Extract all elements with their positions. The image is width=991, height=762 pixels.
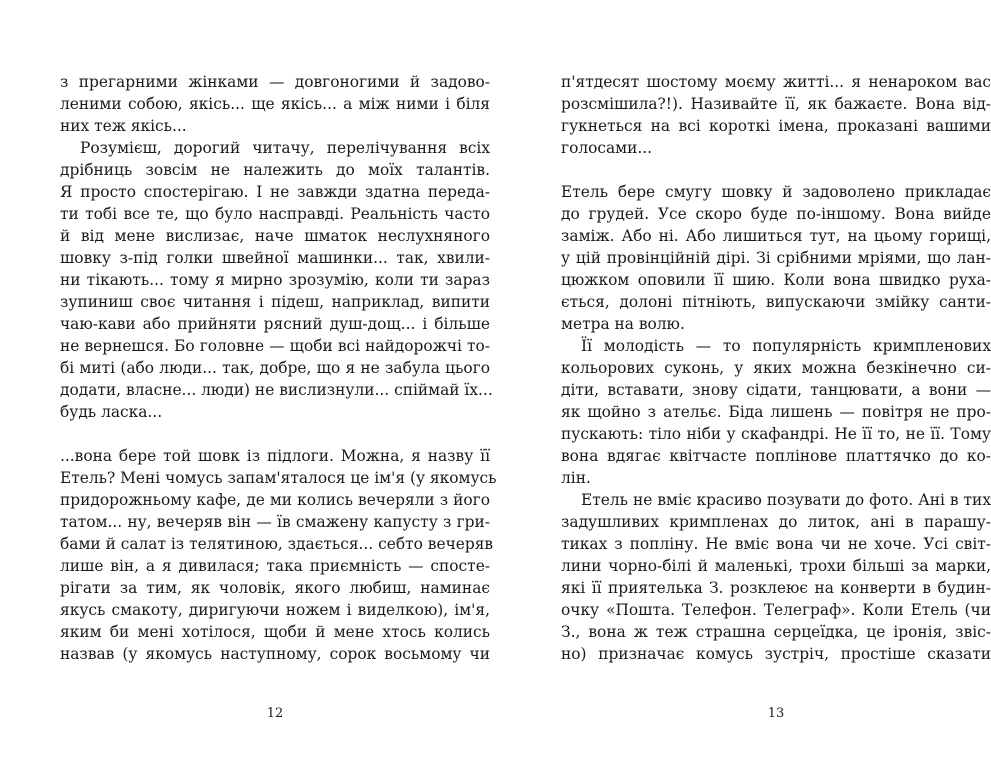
text-line: заміж. Або ні. Або лишиться тут, на цьому горищі, bbox=[561, 227, 991, 245]
text-line: ни тікають... тому я мирно зрозумію, коли ти зараз bbox=[60, 271, 490, 289]
text-line: у цій провінційній дірі. Зі срібними мріями, що лан- bbox=[561, 249, 991, 267]
paragraph-first-line: Її молодість — то популярність кримпленових bbox=[581, 337, 991, 355]
text-line: Я просто спостерігаю. І не завжди здатна переда- bbox=[60, 183, 490, 201]
text-line: З., вона ж теж страшна серцеїдка, це іронія, звіс- bbox=[561, 623, 991, 641]
text-line: як щойно з ательє. Біда лишень — повітря не про- bbox=[561, 403, 991, 421]
text-line: шовку з-під голки швейної машинки... так, хвили- bbox=[60, 249, 490, 267]
text-line: Етель? Мені чомусь запам'яталося це ім'я (у якомусь bbox=[60, 469, 497, 487]
text-line: лини чорно-білі й маленькі, трохи більші за марки, bbox=[561, 557, 991, 575]
text-line: рігати за тим, як чоловік, якого любиш, наминає bbox=[60, 579, 490, 597]
text-line: ти тобі все те, що було насправді. Реальність часто bbox=[60, 205, 490, 223]
text-line: додати, власне... люди) не вислизнули... спіймай їх... bbox=[60, 381, 493, 399]
text-line: зупиниш своє читання і підеш, наприклад, випити bbox=[60, 293, 490, 311]
text-line: лише він, а я дивилася; така приємність — спосте- bbox=[60, 557, 490, 575]
text-line: очку «Пошта. Телефон. Телеграф». Коли Етель (чи bbox=[561, 601, 991, 619]
paragraph-first-line: ...вона бере той шовк із підлоги. Можна, я назву її bbox=[60, 447, 490, 465]
text-line: татом... ну, вечеряв він — їв смажену капусту з гри- bbox=[60, 513, 490, 531]
paragraph-first-line: Етель не вміє красиво позувати до фото. Ані в тих bbox=[581, 491, 991, 509]
text-line: до грудей. Усе скоро буде по-іншому. Вона вийде bbox=[561, 205, 991, 223]
text-line: задушливих кримпленах до литок, ані в парашу- bbox=[561, 513, 991, 531]
text-line: лін. bbox=[561, 469, 591, 487]
text-line: назвав (у якомусь наступному, сорок восьмому чи bbox=[60, 645, 490, 663]
text-line: леними собою, якісь... ще якісь... а між ними і біля bbox=[60, 95, 490, 113]
text-line: будь ласка... bbox=[60, 403, 163, 421]
text-line: бами й салат із телятиною, здається... себто вечеряв bbox=[60, 535, 494, 553]
text-line: які її приятелька З. розклеює на конверти в будин- bbox=[561, 579, 991, 597]
text-line: кольорових суконь, у яких можна безкінечно си- bbox=[561, 359, 991, 377]
text-line: них теж якісь... bbox=[60, 117, 187, 135]
text-line: дрібниць зовсім не належить до моїх талантів. bbox=[60, 161, 490, 179]
text-line: й від мене вислизає, наче шматок неслухняного bbox=[60, 227, 490, 245]
page-number: 13 bbox=[767, 706, 785, 721]
right-page bbox=[561, 0, 991, 762]
text-line: вона вдягає квітчасте поплінове платтячко до ко- bbox=[561, 447, 991, 465]
text-line: бі миті (або люди... так, добре, що я не забула цього bbox=[60, 359, 490, 377]
text-line: но) призначає комусь зустріч, простіше сказати bbox=[561, 645, 991, 663]
text-line: цюжком оповили її шию. Коли вона швидко руха- bbox=[561, 271, 991, 289]
text-line: яким би мені хотілося, щоби й мене хтось колись bbox=[60, 623, 490, 641]
text-line: голосами... bbox=[561, 139, 653, 157]
text-line: пускають: тіло ніби у скафандрі. Не її то, не її. Тому bbox=[561, 425, 991, 443]
text-line: гукнеться на всі короткі імена, проказані вашими bbox=[561, 117, 991, 135]
paragraph-first-line: Розумієш, дорогий читачу, перелічування всіх bbox=[80, 139, 490, 157]
paragraph-first-line: Етель бере смугу шовку й задоволено прикладає bbox=[561, 183, 991, 201]
text-line: чаю-кави або прийняти рясний душ-дощ... і більше bbox=[60, 315, 490, 333]
text-line: з прегарними жінками — довгоногими й задово- bbox=[60, 73, 490, 91]
text-line: якусь смакоту, диригуючи ножем і виделкою), ім'я, bbox=[60, 601, 490, 619]
left-page bbox=[60, 0, 497, 762]
page-number: 12 bbox=[266, 706, 284, 721]
text-line: розсмішила?!). Називайте її, як бажаєте. Вона від- bbox=[561, 95, 991, 113]
text-line: придорожньому кафе, де ми колись вечеряли з його bbox=[60, 491, 490, 509]
text-line: ється, долоні пітніють, випускаючи змійку санти- bbox=[561, 293, 991, 311]
text-line: метра на волю. bbox=[561, 315, 685, 333]
text-line: п'ятдесят шостому моєму житті... я ненароком вас bbox=[561, 73, 991, 91]
text-line: не вернешся. Бо головне — щоби всі найдорожчі то- bbox=[60, 337, 490, 355]
text-line: діти, вставати, знову сідати, танцювати, а вони — bbox=[561, 381, 991, 399]
text-line: тиках з попліну. Не вміє вона чи не хоче. Усі світ- bbox=[561, 535, 991, 553]
